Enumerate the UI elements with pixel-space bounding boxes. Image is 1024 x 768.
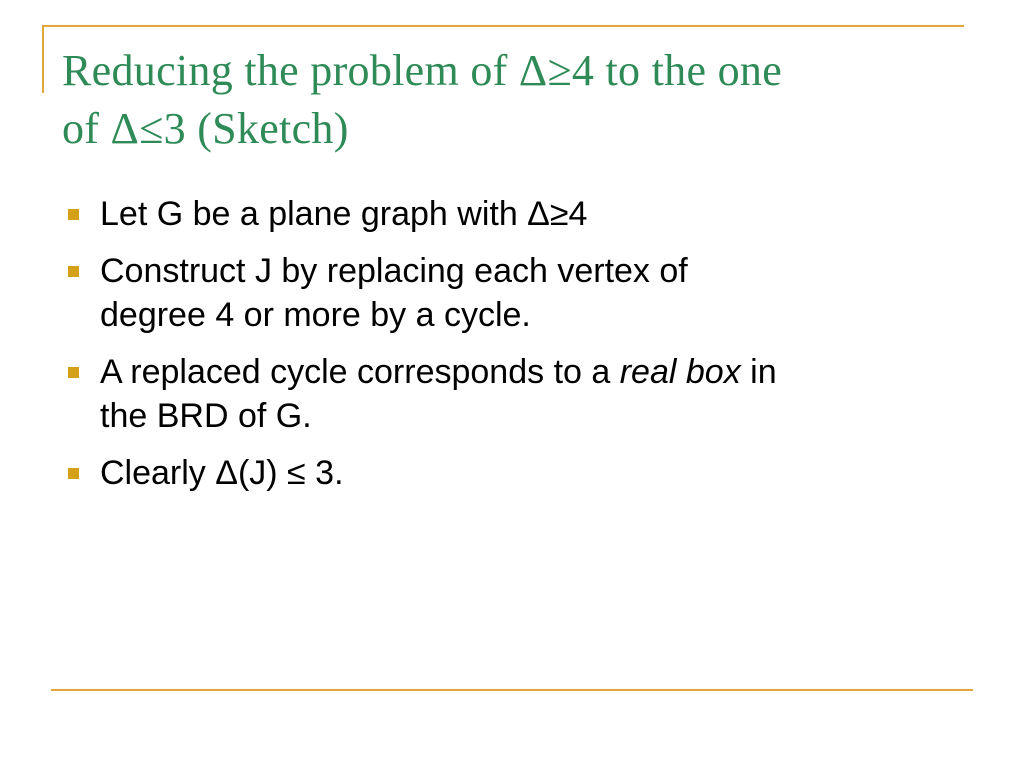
slide-title (62, 42, 962, 158)
bullet-item (62, 350, 962, 438)
bullet-line: Construct J by replacing each vertex of (100, 252, 688, 290)
bullet-line: degree 4 or more by a cycle. (100, 296, 531, 334)
bullet-text (100, 350, 962, 438)
bullet-item (62, 451, 962, 495)
square-bullet-icon (68, 209, 79, 220)
bullet-item (62, 249, 962, 337)
bullet-line (100, 350, 962, 394)
square-bullet-icon (68, 266, 79, 277)
bullet-text (100, 451, 962, 495)
bullet-text (100, 249, 962, 337)
left-accent-rule (42, 25, 44, 93)
bottom-accent-rule (51, 689, 973, 691)
square-bullet-icon (68, 367, 79, 378)
square-bullet-icon (68, 468, 79, 479)
bullet-line: the BRD of G. (100, 397, 312, 435)
top-accent-rule (42, 25, 964, 27)
emphasized-term: real box (619, 353, 741, 391)
bullet-text-segment: in (740, 353, 777, 391)
bullet-item (62, 192, 962, 236)
bullet-list (62, 192, 962, 508)
slide-title-line-2: of Δ≤3 (Sketch) (62, 104, 349, 153)
slide-title-line-1: Reducing the problem of Δ≥4 to the one (62, 46, 783, 95)
bullet-line: Clearly Δ(J) ≤ 3. (100, 454, 344, 492)
bullet-text-segment: A replaced cycle corresponds to a (100, 353, 620, 391)
bullet-text (100, 192, 962, 236)
bullet-line: Let G be a plane graph with Δ≥4 (100, 195, 588, 233)
